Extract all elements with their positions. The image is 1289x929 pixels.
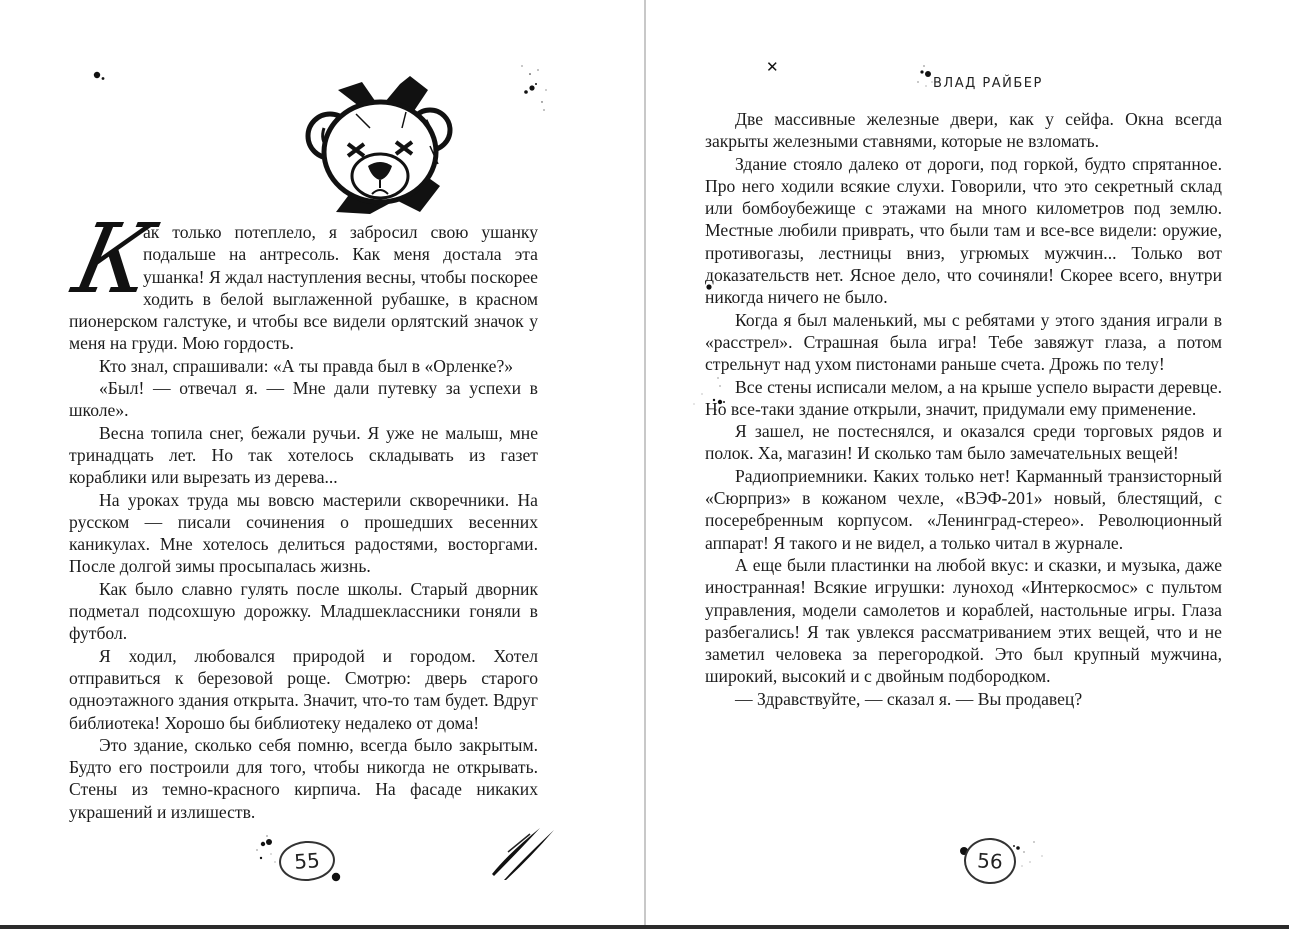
- claw-scratch-icon: [490, 822, 556, 880]
- paragraph: Радиоприемники. Каких только нет! Карманный транзисторный «Сюрприз» в кожаном чехле, «ВЭФ-201» новый, блестящий, с посеребренным корпусом. «Ленинград-стерео». Революционный аппарат! Я такого и не видел, а только читал в журнале.: [705, 465, 1222, 553]
- left-page-text: [64, 203, 538, 823]
- drop-cap: К: [64, 203, 163, 315]
- paragraph: Кто знал, спрашивали: «А ты правда был в «Орленке?»: [99, 355, 514, 376]
- paragraph: Весна топила снег, бежали ручьи. Я уже не малыш, мне тринадцать лет. Но так хотелось складывать из газет кораблики или вырезать из дерева...: [69, 422, 538, 488]
- paragraph: [64, 203, 538, 355]
- paragraph: Я зашел, не постеснялся, и оказался среди торговых рядов и полок. Ха, магазин! И сколько там было замечательных вещей!: [705, 421, 1222, 464]
- paragraph-text: ак только потеплело, я забросил свою ушанку подальше на антресоль. Как меня достала эта ушанка! Я ждал наступления весны, чтобы поскорее ходить в белой выглаженной рубашке, в красном пионерском галстуке, и чтобы все видели орлятский значок у меня на груди. Мою гордость.: [69, 222, 538, 354]
- paragraph: А еще были пластинки на любой вкус: и сказки, и музыка, даже иностранная! Всякие игрушки: луноход «Интеркосмос» с пультом управления, модели самолетов и кораблей, настольные игры. Глаза разбегались! Я так увлекся рассматриванием этих вещей, что и не заметил человека за перегородкой. Это был крупный мужчина, широкий, высокий и с двойным подбородком.: [705, 554, 1222, 687]
- paragraph: Когда я был маленький, мы с ребятами у этого здания играли в «расстрел». Страшная была игра! Тебе завяжут глаза, а потом стрельнут над ухом пистонами раньше счета. Дрожь по телу!: [705, 309, 1222, 375]
- paragraph: Две массивные железные двери, как у сейфа. Окна всегда закрыты железными ставнями, которые не взломать.: [705, 109, 1222, 152]
- page-number: 56: [963, 837, 1017, 886]
- ink-splat-icon: [1012, 836, 1052, 870]
- ink-splat-icon: [92, 70, 108, 82]
- right-page: [646, 0, 1289, 925]
- paragraph: Как было славно гулять после школы. Старый дворник подметал подсохшую дорожку. Младшеклассники гоняли в футбол.: [69, 578, 538, 644]
- teddy-bear-illustration-icon: [300, 62, 460, 218]
- x-mark-icon: ✕: [766, 58, 779, 76]
- right-page-text: [705, 108, 1222, 710]
- bottom-edge: [0, 925, 1289, 929]
- paragraph: Здание стояло далеко от дороги, под горкой, будто спрятанное. Про него ходили всякие слухи. Говорили, что это секретный склад или бомбоубежище с этажами на много километров под землю. Местные любили приврать, что были там и все-все видели: оружие, противогазы, лестницы вниз, угрюмых мужчин... Только вот доказательств нет. Ясное дело, что сочиняли! Скорее всего, внутри никогда ничего не было.: [705, 153, 1222, 308]
- paragraph: Я ходил, любовался природой и городом. Хотел отправиться к березовой роще. Смотрю: дверь старого одноэтажного здания открыта. Значит, что-то там будет. Вдруг библиотека! Хорошо бы библиотеку недалеко от дома!: [69, 645, 538, 733]
- paragraph: «Был! — отвечал я. — Мне дали путевку за успехи в школе».: [69, 378, 538, 421]
- paragraph: На уроках труда мы вовсю мастерили скворечники. На русском — писали сочинения о прошедших весенних каникулах. Мне хотелось делиться радостями, восторгами. После долгой зимы просыпалась жизнь.: [69, 489, 538, 577]
- ink-splat-icon: [516, 62, 552, 114]
- ink-dot-icon: [330, 871, 342, 883]
- paragraph: Это здание, сколько себя помню, всегда было закрытым. Будто его построили для того, чтобы никогда не открывать. Стены из темно-красного кирпича. На фасаде никаких украшений и излишеств.: [69, 734, 538, 822]
- page-number: 55: [278, 839, 337, 883]
- paragraph: Все стены исписали мелом, а на крыше успело вырасти деревце. Но все-таки здание открыли, значит, придумали ему применение.: [705, 376, 1222, 419]
- running-head-author: ВЛАД РАЙБЕР: [933, 76, 1043, 91]
- left-page: [0, 0, 644, 925]
- paragraph: — Здравствуйте, — сказал я. — Вы продавец?: [735, 688, 1083, 709]
